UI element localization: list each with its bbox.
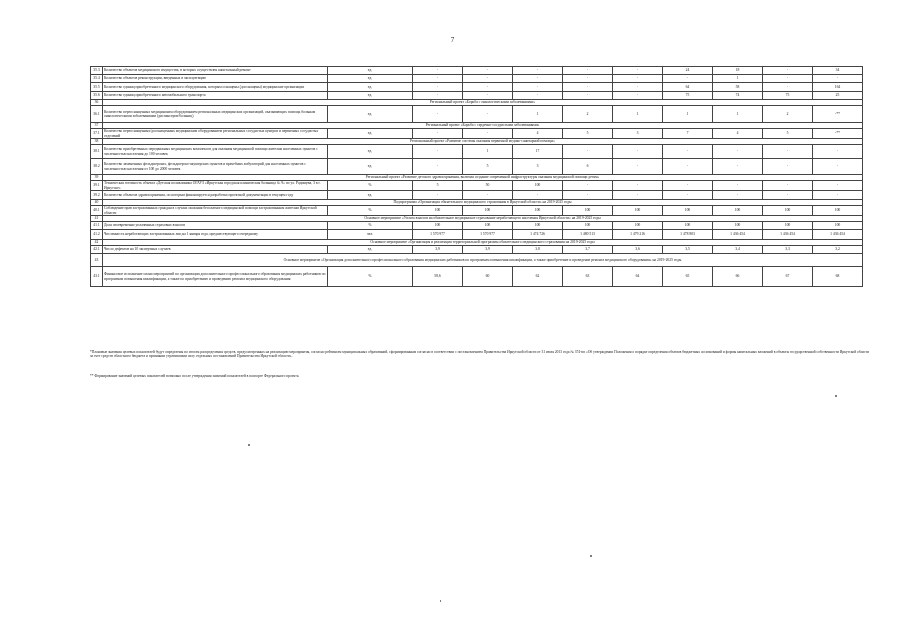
value-cell: - xyxy=(563,145,613,159)
row-number: 39 xyxy=(91,175,103,181)
footnote-single-star: *Плановые значения целевых показателей будут определены по итогам распределения средств, предусмотренных на реализацию мероприятия, согласно рейтингам муниципальных образований, сформированным согласно в соответствии с постановлением Правительства Иркутской области от 31 июля 2013 года № 374-пп «Об утверждении Положения о порядке определения объемов бюджетных ассигнований и формы капитальных вложений в объекты государственной собственности Иркутской области за счет средств областного бюджета и признании утратившими силу отдельных постановлений Правительства Иркутской области». xyxy=(90,350,870,359)
value-cell: 3,2 xyxy=(813,246,863,254)
value-cell: 3,7 xyxy=(563,246,613,254)
row-number: 40 xyxy=(91,200,103,206)
row-number: 42 xyxy=(91,240,103,246)
value-cell: 3 xyxy=(613,129,663,139)
unit-cell: ед. xyxy=(328,129,413,139)
value-cell: 100 xyxy=(513,181,563,191)
table-row xyxy=(91,92,863,100)
footnote-double-star: ** Формирование значений целевых показателей возможно после утверждения значений показателей в паспорте Федерального проекта. xyxy=(90,374,300,378)
section-row xyxy=(91,254,863,267)
row-number: 39.1 xyxy=(91,181,103,191)
value-cell: 1 436 454 xyxy=(763,230,813,240)
value-cell: - xyxy=(763,67,813,75)
value-cell: 6 xyxy=(563,159,613,175)
unit-cell: % xyxy=(328,206,413,216)
value-cell: - xyxy=(413,191,463,200)
value-cell: - xyxy=(613,92,663,100)
row-number: 38.1 xyxy=(91,145,103,159)
value-cell: 3 xyxy=(513,159,563,175)
indicator-name: Количество переоснащенных/дооснащенных медицинским оборудованием региональных сосудистых центров и первичных сосудистых отделений xyxy=(103,129,328,139)
table-row xyxy=(91,67,863,75)
indicator-name: Количество объектов здравоохранения, по которым финансируется разработка проектной документации в текущем году xyxy=(103,191,328,200)
value-cell: 74 xyxy=(713,92,763,100)
indicator-table xyxy=(90,66,863,287)
value-cell: - xyxy=(613,67,663,75)
value-cell: 1 xyxy=(613,106,663,123)
value-cell: - xyxy=(463,92,513,100)
value-cell: - xyxy=(813,145,863,159)
value-cell: - xyxy=(463,67,513,75)
value-cell: - xyxy=(663,145,713,159)
value-cell: 100 xyxy=(813,206,863,216)
table-row xyxy=(91,75,863,83)
value-cell: - xyxy=(413,83,463,92)
value-cell: 100 xyxy=(663,222,713,230)
value-cell: - xyxy=(513,83,563,92)
table-row xyxy=(91,230,863,240)
value-cell: 100 xyxy=(563,206,613,216)
row-number: 35.3 xyxy=(91,67,103,75)
value-cell: 3,9 xyxy=(413,246,463,254)
value-cell: 1 xyxy=(463,145,513,159)
table-row xyxy=(91,267,863,287)
row-number: 42.1 xyxy=(91,246,103,254)
value-cell: 75 xyxy=(763,92,813,100)
value-cell: - xyxy=(613,145,663,159)
value-cell: - xyxy=(413,129,463,139)
value-cell: 1 570 977 xyxy=(413,230,463,240)
scan-speck xyxy=(248,444,250,446)
table-row xyxy=(91,129,863,139)
value-cell: 1 436 454 xyxy=(813,230,863,240)
section-title: Основное мероприятие «Уплата взносов на обязательное медицинское страхование неработающего населения Иркутской области» на 2019-2025 годы xyxy=(103,216,863,222)
value-cell: -** xyxy=(813,129,863,139)
value-cell: 34 xyxy=(813,67,863,75)
section-title: Региональный проект «Борьба с онкологическими заболеваниями» xyxy=(103,100,863,106)
value-cell: - xyxy=(463,83,513,92)
value-cell: - xyxy=(763,181,813,191)
value-cell: - xyxy=(613,83,663,92)
value-cell: 4 xyxy=(513,129,563,139)
value-cell: - xyxy=(713,145,763,159)
value-cell: - xyxy=(613,75,663,83)
value-cell: - xyxy=(613,191,663,200)
row-number: 43 xyxy=(91,254,103,267)
unit-cell: ед. xyxy=(328,67,413,75)
value-cell: 25 xyxy=(813,92,863,100)
value-cell: - xyxy=(613,159,663,175)
scan-speck xyxy=(835,395,837,397)
section-title: Подпрограмма «Организация обязательного медицинского страхования в Иркутской области» на 2019-2025 годы xyxy=(103,200,863,206)
value-cell: - xyxy=(413,145,463,159)
table-row xyxy=(91,145,863,159)
value-cell: 67 xyxy=(763,267,813,287)
value-cell: 5 xyxy=(463,159,513,175)
value-cell: 5 xyxy=(763,129,813,139)
indicator-name: Количество приобретенных передвижных медицинских комплексов для оказания медицинской помощи жителям населенных пунктов с численностью населения до 100 человек xyxy=(103,145,328,159)
value-cell: - xyxy=(563,92,613,100)
indicator-name: Доля своевременно уплаченных страховых взносов xyxy=(103,222,328,230)
row-number: 38 xyxy=(91,139,103,145)
row-number: 36.1 xyxy=(91,106,103,123)
value-cell: 100 xyxy=(713,206,763,216)
indicator-name: Количество объектов реконструкции, введенных в эксплуатацию xyxy=(103,75,328,83)
value-cell: - xyxy=(663,191,713,200)
value-cell: 24 xyxy=(663,67,713,75)
value-cell: 100 xyxy=(563,222,613,230)
value-cell: - xyxy=(513,191,563,200)
unit-cell: ед. xyxy=(328,75,413,83)
value-cell: - xyxy=(813,159,863,175)
section-title: Региональный проект «Борьба с сердечно-сосудистыми заболеваниями» xyxy=(103,123,863,129)
value-cell: - xyxy=(813,191,863,200)
row-number: 41 xyxy=(91,216,103,222)
value-cell: 58,6 xyxy=(413,267,463,287)
row-number: 37.1 xyxy=(91,129,103,139)
value-cell: - xyxy=(413,92,463,100)
value-cell: 75 xyxy=(663,92,713,100)
row-number: 35.6 xyxy=(91,92,103,100)
unit-cell: чел. xyxy=(328,230,413,240)
value-cell: 18 xyxy=(713,67,763,75)
value-cell: 1 478 803 xyxy=(663,230,713,240)
value-cell: 60 xyxy=(463,267,513,287)
unit-cell: ед. xyxy=(328,159,413,175)
value-cell: - xyxy=(763,191,813,200)
unit-cell: ед. xyxy=(328,106,413,123)
value-cell: 100 xyxy=(613,222,663,230)
value-cell: 5 xyxy=(413,181,463,191)
value-cell: 63 xyxy=(563,267,613,287)
value-cell: - xyxy=(413,67,463,75)
value-cell: 1 436 454 xyxy=(713,230,763,240)
value-cell: - xyxy=(563,83,613,92)
value-cell: -** xyxy=(813,106,863,123)
unit-cell: ед. xyxy=(328,246,413,254)
value-cell: - xyxy=(513,92,563,100)
value-cell: - xyxy=(463,106,513,123)
row-number: 38.2 xyxy=(91,159,103,175)
value-cell: 3,4 xyxy=(713,246,763,254)
table-row xyxy=(91,246,863,254)
value-cell: 2 xyxy=(763,106,813,123)
value-cell: 58 xyxy=(713,83,763,92)
value-cell: 1 xyxy=(663,106,713,123)
value-cell: - xyxy=(463,191,513,200)
unit-cell: ед. xyxy=(328,145,413,159)
scan-speck xyxy=(440,600,441,602)
table-row xyxy=(91,191,863,200)
indicator-name: Численность неработающих застрахованных лиц на 1 января года, предшествующего очередному xyxy=(103,230,328,240)
unit-cell: % xyxy=(328,181,413,191)
value-cell: - xyxy=(613,181,663,191)
value-cell: 5 xyxy=(563,129,613,139)
indicator-name: Количество замененных фельдшерских, фельдшерско-акушерских пунктов и врачебных амбулаторий для населенных пунктов с численностью населения от 100 до 2000 человек xyxy=(103,159,328,175)
value-cell: 100 xyxy=(413,206,463,216)
value-cell: 62 xyxy=(513,267,563,287)
value-cell: - xyxy=(663,159,713,175)
value-cell: 68 xyxy=(813,267,863,287)
value-cell: - xyxy=(563,67,613,75)
value-cell: 1 479 216 xyxy=(613,230,663,240)
row-number: 35.5 xyxy=(91,83,103,92)
value-cell: 100 xyxy=(463,222,513,230)
value-cell: 100 xyxy=(813,222,863,230)
value-cell: - xyxy=(563,75,613,83)
row-number: 37 xyxy=(91,123,103,129)
indicator-name: Количество единиц приобретенного медицинского оборудования, которым оснащены (дооснащены) медицинские организации xyxy=(103,83,328,92)
section-title: Региональный проект «Развитие системы оказания первичной медико-санитарной помощи» xyxy=(103,139,863,145)
indicator-name: Финансовое исполнение плана мероприятий по организации дополнительного профессионального образования медицинских работников по программам повышения квалификации, а также по приобретению и проведению ремонта медицинского оборудования xyxy=(103,267,328,287)
value-cell: 100 xyxy=(713,222,763,230)
value-cell: 100 xyxy=(613,206,663,216)
value-cell: - xyxy=(563,181,613,191)
value-cell: - xyxy=(463,129,513,139)
value-cell: 1 480 513 xyxy=(563,230,613,240)
row-number: 39.2 xyxy=(91,191,103,200)
unit-cell: ед. xyxy=(328,191,413,200)
value-cell: - xyxy=(763,159,813,175)
table-row xyxy=(91,222,863,230)
value-cell: 3,8 xyxy=(513,246,563,254)
row-number: 35.4 xyxy=(91,75,103,83)
value-cell: 3,9 xyxy=(463,246,513,254)
page-number: 7 xyxy=(450,36,455,44)
table-row xyxy=(91,181,863,191)
value-cell: - xyxy=(663,181,713,191)
value-cell: - xyxy=(763,75,813,83)
value-cell: - xyxy=(813,181,863,191)
value-cell: 164 xyxy=(813,83,863,92)
row-number: 43.1 xyxy=(91,267,103,287)
value-cell: 2 xyxy=(563,106,613,123)
value-cell: - xyxy=(713,181,763,191)
value-cell: 66 xyxy=(713,267,763,287)
value-cell: - xyxy=(513,75,563,83)
section-title: Региональный проект «Развитие детского здравоохранения, включая создание современной инфраструктуры оказания медицинской помощи детям» xyxy=(103,175,863,181)
unit-cell: ед. xyxy=(328,83,413,92)
value-cell: 1 xyxy=(513,106,563,123)
scan-speck xyxy=(590,555,592,557)
value-cell: 100 xyxy=(463,206,513,216)
value-cell: - xyxy=(563,191,613,200)
value-cell: 1 xyxy=(713,106,763,123)
value-cell: 50 xyxy=(463,181,513,191)
indicator-name: Соблюдение прав застрахованных граждан в случаях оказания бесплатного медицинской помощи застрахованным жителям Иркутской области xyxy=(103,206,328,216)
value-cell: - xyxy=(713,191,763,200)
value-cell: - xyxy=(513,67,563,75)
value-cell: 3,3 xyxy=(763,246,813,254)
section-title: Основное мероприятие «Организация дополнительного профессионального образования медицинских работников по программам повышения квалификации, а также приобретение и проведение ремонта медицинского оборудования» на 2019-2025 годы xyxy=(103,254,863,267)
value-cell: 1 474 726 xyxy=(513,230,563,240)
value-cell: 100 xyxy=(413,222,463,230)
value-cell: 100 xyxy=(513,206,563,216)
indicator-name: Число дефектов на 10 экспертных случаев xyxy=(103,246,328,254)
row-number: 36 xyxy=(91,100,103,106)
value-cell: 4 xyxy=(713,129,763,139)
table-row xyxy=(91,106,863,123)
value-cell: 1 xyxy=(713,75,763,83)
unit-cell: ед. xyxy=(328,92,413,100)
value-cell: - xyxy=(413,75,463,83)
value-cell: - xyxy=(763,145,813,159)
unit-cell: % xyxy=(328,267,413,287)
value-cell: 100 xyxy=(663,206,713,216)
value-cell: - xyxy=(713,159,763,175)
value-cell: 100 xyxy=(763,222,813,230)
value-cell: 100 xyxy=(763,206,813,216)
value-cell: - xyxy=(413,106,463,123)
row-number: 40.1 xyxy=(91,206,103,216)
value-cell: - xyxy=(763,83,813,92)
row-number: 41.2 xyxy=(91,230,103,240)
table-row xyxy=(91,159,863,175)
value-cell: 64 xyxy=(613,267,663,287)
value-cell: 100 xyxy=(513,222,563,230)
value-cell: 3,5 xyxy=(663,246,713,254)
table-row xyxy=(91,206,863,216)
value-cell: - xyxy=(813,75,863,83)
indicator-name: Техническая готовность объекта «Детская поликлиника ОГАУЗ «Иркутская городская клиническая больница № 9» по ул. Радищева, 3 в г. Иркутске» xyxy=(103,181,328,191)
indicator-name: Количество единиц приобретенного автомобильного транспорта xyxy=(103,92,328,100)
value-cell: 1 570 977 xyxy=(463,230,513,240)
row-number: 41.1 xyxy=(91,222,103,230)
indicator-name: Количество объектов медицинского имущества, в которых осуществлен капитальный ремонт xyxy=(103,67,328,75)
unit-cell: % xyxy=(328,222,413,230)
value-cell: - xyxy=(663,75,713,83)
section-title: Основное мероприятие «Организация и реализация территориальной программы обязательного медицинского страхования на 2019-2025 годы xyxy=(103,240,863,246)
indicator-name: Количество переоснащенных медицинским оборудованием региональных медицинских организаций, оказывающих помощь больным онкологическими заболеваниями (диспансеров/больниц) xyxy=(103,106,328,123)
value-cell: 3,6 xyxy=(613,246,663,254)
value-cell: 7 xyxy=(663,129,713,139)
value-cell: - xyxy=(413,159,463,175)
value-cell: 64 xyxy=(663,83,713,92)
value-cell: 17 xyxy=(513,145,563,159)
value-cell: - xyxy=(463,75,513,83)
value-cell: 65 xyxy=(663,267,713,287)
table-row xyxy=(91,83,863,92)
